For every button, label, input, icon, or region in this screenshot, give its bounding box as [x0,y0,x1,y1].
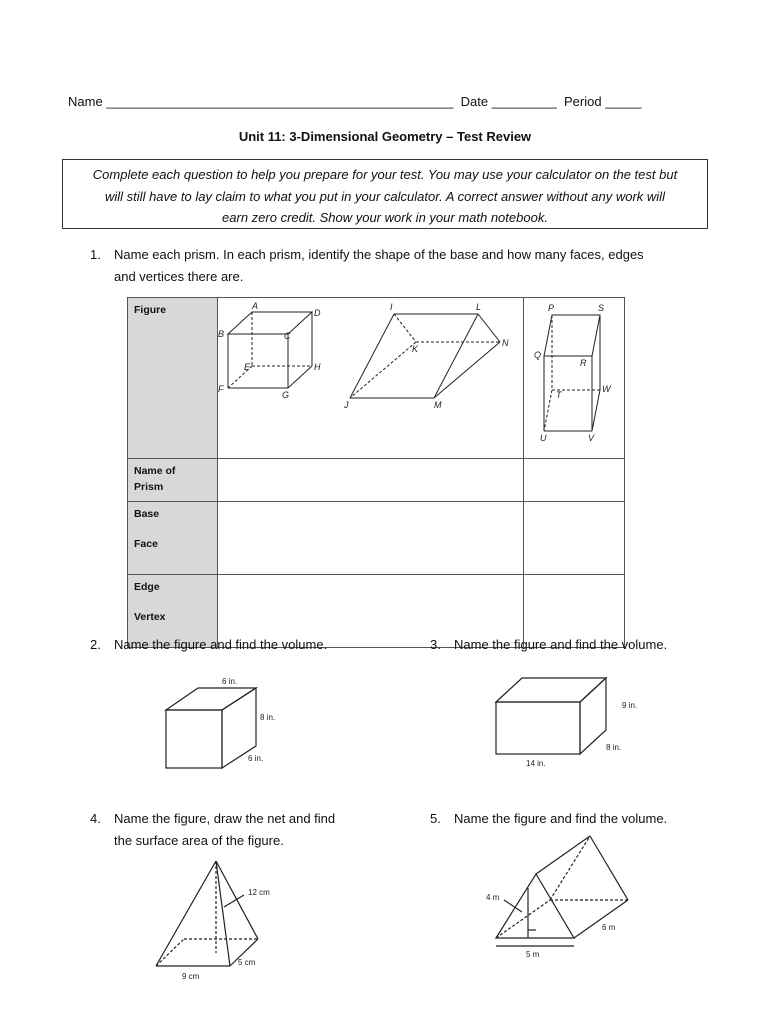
vertex-label: Vertex [134,611,166,623]
vertex-label-r: R [580,358,587,368]
prism-hidden-edge [394,314,416,342]
prism-edge [350,314,394,398]
vertex-label-g: G [282,390,290,400]
question-4-line-2: the surface area of the figure. [114,833,284,848]
question-4-line-1: Name the figure, draw the net and find [114,811,336,826]
question-5 [430,808,667,830]
pyramid-figure [150,855,280,985]
dimension-top-label: 6 in. [222,677,238,686]
instructions-line-1: Complete each question to help you prepare for your test. You may use your calculator on the test but [92,167,678,182]
prism-hidden-edge [496,900,550,938]
question-1-number: 1. [90,247,101,262]
question-1-line-2: and vertices there are. [114,269,244,284]
prism-edge [478,314,500,342]
vertex-label-f: F [218,384,224,394]
prism-edge [434,314,478,398]
base-label: Base [134,508,160,520]
question-1-line-1: Name each prism. In each prism, identify the shape of the base and how many faces, edges [114,247,644,262]
vertex-label-j: J [344,400,349,410]
vertex-label-q: Q [534,350,542,360]
cube-front-face [166,710,222,768]
vertex-label-l: L [476,302,482,312]
prism-hidden-edge [544,390,552,431]
base-face-answer-1[interactable] [217,502,523,575]
vertex-label-p: P [548,303,555,313]
question-5-text: Name the figure and find the volume. [454,811,668,826]
vertex-label-d: D [314,308,321,318]
name-of-prism-label-2: Prism [134,481,164,493]
dimension-length-label: 14 in. [526,759,546,768]
dimension-height-label: 9 in. [622,701,638,710]
dimension-slant-label: 12 cm [248,888,270,897]
instructions-line-2: will still have to lay claim to what you put in your calculator. A correct answer without any work will [105,188,665,204]
dimension-depth-label: 6 in. [248,754,264,763]
name-of-prism-label-1: Name of [134,465,176,477]
vertex-label-v: V [588,433,595,443]
prism-edge [592,390,600,431]
cube-edge [288,366,312,388]
question-2-number: 2. [90,637,101,652]
cube-volume-figure [160,672,290,777]
rectangular-prism-volume-figure [490,672,650,772]
date-label: Date [460,94,489,109]
prism-hidden-edge [350,342,416,398]
question-5-number: 5. [430,811,441,826]
triangular-prism-volume-figure [480,832,640,962]
question-3 [430,634,667,656]
figure-label: Figure [134,304,167,316]
cube-top-face [166,688,256,710]
name-of-prism-label-cell [128,459,218,502]
dimension-depth-label: 5 cm [238,958,256,967]
name-of-prism-answer-2[interactable] [524,459,625,502]
period-blank[interactable]: _____ [605,94,642,109]
vertex-label-i: I [390,302,393,312]
name-of-prism-answer-1[interactable] [217,459,523,502]
pyramid-edge [216,861,230,966]
vertex-label-a: A [252,301,259,311]
vertex-label-w: W [602,384,611,394]
triangular-prism-figure-ijklmn [338,300,518,415]
prism-top-edge [536,836,590,874]
edge-label: Edge [134,581,160,593]
prism-side-face [580,678,606,754]
cube-figure-abcdefgh [210,300,330,400]
prism-hidden-edge [550,836,590,900]
instructions-line-3: earn zero credit. Show your work in your math notebook. [222,210,548,225]
base-face-label-cell [128,502,218,575]
question-4 [90,808,335,852]
header-line [68,94,708,109]
vertex-label-u: U [540,433,547,443]
prism-back-edge [590,836,628,900]
name-label: Name [68,94,103,109]
rectangular-prism-figure-pqrstuvw [530,300,620,445]
vertex-label-m: M [434,400,442,410]
question-3-text: Name the figure and find the volume. [454,637,668,652]
vertex-label-k: K [412,344,419,354]
prism-front-face [496,702,580,754]
question-3-number: 3. [430,637,441,652]
cube-top-face [228,312,312,334]
vertex-label-c: C [284,331,291,341]
base-face-answer-2[interactable] [524,502,625,575]
prism-bottom-edge [574,900,628,938]
slant-pointer [224,895,244,907]
dimension-base-label: 5 m [526,950,540,959]
period-label: Period [564,94,602,109]
question-1 [90,244,710,288]
question-2 [90,634,327,656]
vertex-label-s: S [598,303,605,313]
vertex-label-e: E [244,362,251,372]
dimension-height-label: 4 m [486,893,500,902]
vertex-label-h: H [314,362,321,372]
name-blank[interactable]: ________________________________________________ [106,94,454,109]
pyramid-edge [216,861,258,939]
date-blank[interactable]: _________ [491,94,557,109]
vertex-label-t: T [556,390,562,400]
vertex-label-n: N [502,338,509,348]
figure-label-cell [128,298,218,459]
page-title: Unit 11: 3-Dimensional Geometry – Test Review [238,129,532,144]
face-label: Face [134,538,158,550]
pyramid-edge [156,861,216,966]
prism-edge [434,342,500,398]
instructions-box [62,159,708,229]
prism-front-triangle [496,874,574,938]
dimension-right-label: 8 in. [260,713,276,722]
prism-top-face [496,678,606,702]
dimension-length-label: 6 m [602,923,616,932]
question-4-number: 4. [90,811,101,826]
question-2-text: Name the figure and find the volume. [114,637,328,652]
dimension-depth-label: 8 in. [606,743,622,752]
vertex-label-b: B [218,329,225,339]
pyramid-hidden-edge [156,939,184,966]
dimension-base-label: 9 cm [182,972,200,981]
